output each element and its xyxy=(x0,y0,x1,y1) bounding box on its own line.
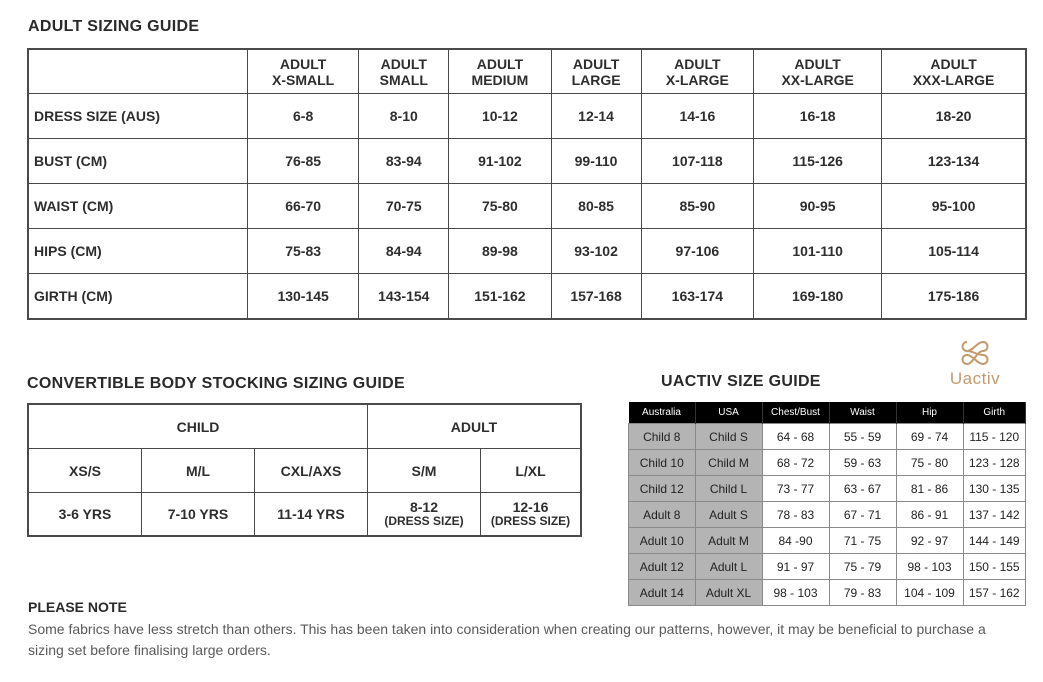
table-cell: 75 - 79 xyxy=(829,554,896,580)
table-cell: 91-102 xyxy=(449,139,551,184)
table-cell: 99-110 xyxy=(551,139,641,184)
note-title: PLEASE NOTE xyxy=(28,599,127,615)
table-cell: 115 - 120 xyxy=(963,424,1026,450)
table-row xyxy=(629,554,1026,580)
value-row xyxy=(28,493,581,537)
table-cell: Child 12 xyxy=(629,476,696,502)
table-cell: 81 - 86 xyxy=(896,476,963,502)
table-cell: Adult 10 xyxy=(629,528,696,554)
logo-wordmark: Uactiv xyxy=(949,369,1001,388)
table-cell: 169-180 xyxy=(754,274,882,320)
table-cell: 89-98 xyxy=(449,229,551,274)
table-cell: 97-106 xyxy=(641,229,754,274)
table-cell: 98 - 103 xyxy=(896,554,963,580)
table-row xyxy=(629,502,1026,528)
table-row xyxy=(629,528,1026,554)
header-cell: Hip xyxy=(896,402,963,424)
table-cell: Child S xyxy=(695,424,762,450)
table-row xyxy=(28,274,1026,320)
table-cell: 70-75 xyxy=(359,184,449,229)
adult-guide-title: ADULT SIZING GUIDE xyxy=(28,18,200,35)
adult-sizing-table xyxy=(27,48,1027,320)
table-cell: 115-126 xyxy=(754,139,882,184)
table-cell: 76-85 xyxy=(248,139,359,184)
table-cell: Child 10 xyxy=(629,450,696,476)
table-cell: 175-186 xyxy=(882,274,1026,320)
uactiv-logo xyxy=(944,340,1006,389)
table-header-row xyxy=(629,402,1026,424)
table-cell: Child M xyxy=(695,450,762,476)
header-cell: Waist xyxy=(829,402,896,424)
table-cell: 84-94 xyxy=(359,229,449,274)
table-cell: 68 - 72 xyxy=(762,450,829,476)
table-cell: 93-102 xyxy=(551,229,641,274)
table-cell: 91 - 97 xyxy=(762,554,829,580)
table-cell: 10-12 xyxy=(449,94,551,139)
table-cell: 90-95 xyxy=(754,184,882,229)
row-label: BUST (CM) xyxy=(28,139,248,184)
header-small: ADULT SMALL xyxy=(359,49,449,94)
dress-size-cell: 12-16 (DRESS SIZE) xyxy=(481,493,582,537)
table-cell: 86 - 91 xyxy=(896,502,963,528)
table-row xyxy=(629,424,1026,450)
header-cell: Chest/Bust xyxy=(762,402,829,424)
table-row xyxy=(629,450,1026,476)
table-cell: 66-70 xyxy=(248,184,359,229)
row-label: WAIST (CM) xyxy=(28,184,248,229)
size-cell: XS/S xyxy=(28,449,142,493)
size-row xyxy=(28,449,581,493)
table-cell: Adult 14 xyxy=(629,580,696,606)
row-label: HIPS (CM) xyxy=(28,229,248,274)
row-label: GIRTH (CM) xyxy=(28,274,248,320)
table-cell: Adult L xyxy=(695,554,762,580)
header-cell: Australia xyxy=(629,402,696,424)
table-cell: 79 - 83 xyxy=(829,580,896,606)
table-cell: 107-118 xyxy=(641,139,754,184)
dress-size-cell: 8-12 (DRESS SIZE) xyxy=(368,493,481,537)
size-cell: M/L xyxy=(142,449,255,493)
stocking-sizing-table xyxy=(27,403,582,537)
uactiv-size-table xyxy=(628,402,1026,606)
age-cell: 3-6 YRS xyxy=(28,493,142,537)
table-cell: Adult XL xyxy=(695,580,762,606)
table-cell: 92 - 97 xyxy=(896,528,963,554)
table-row xyxy=(629,580,1026,606)
table-cell: 14-16 xyxy=(641,94,754,139)
table-row xyxy=(28,229,1026,274)
header-x-large: ADULT X-LARGE xyxy=(641,49,754,94)
table-cell: 71 - 75 xyxy=(829,528,896,554)
table-cell: 8-10 xyxy=(359,94,449,139)
table-cell: Child 8 xyxy=(629,424,696,450)
header-large: ADULT LARGE xyxy=(551,49,641,94)
table-cell: 69 - 74 xyxy=(896,424,963,450)
header-xx-large: ADULT XX-LARGE xyxy=(754,49,882,94)
table-cell: Adult S xyxy=(695,502,762,528)
size-cell: CXL/AXS xyxy=(255,449,368,493)
table-cell: 75-80 xyxy=(449,184,551,229)
table-cell: 78 - 83 xyxy=(762,502,829,528)
size-cell: L/XL xyxy=(481,449,582,493)
table-cell: 157-168 xyxy=(551,274,641,320)
table-cell: 101-110 xyxy=(754,229,882,274)
note-body: Some fabrics have less stretch than others. This has been taken into consideration when creating our patterns, however, it may be beneficial to purchase a sizing set before finalising large orders. xyxy=(28,621,986,658)
table-cell: 157 - 162 xyxy=(963,580,1026,606)
table-cell: 64 - 68 xyxy=(762,424,829,450)
table-header-row xyxy=(28,49,1026,94)
table-cell: 85-90 xyxy=(641,184,754,229)
table-cell: 130-145 xyxy=(248,274,359,320)
table-cell: 18-20 xyxy=(882,94,1026,139)
adult-group-header: ADULT xyxy=(368,404,582,449)
row-label: DRESS SIZE (AUS) xyxy=(28,94,248,139)
table-cell: 104 - 109 xyxy=(896,580,963,606)
table-cell: 16-18 xyxy=(754,94,882,139)
table-cell: Child L xyxy=(695,476,762,502)
table-row xyxy=(28,94,1026,139)
table-cell: 137 - 142 xyxy=(963,502,1026,528)
age-cell: 7-10 YRS xyxy=(142,493,255,537)
header-xxx-large: ADULT XXX-LARGE xyxy=(882,49,1026,94)
table-cell: 105-114 xyxy=(882,229,1026,274)
table-cell: 84 -90 xyxy=(762,528,829,554)
table-cell: 73 - 77 xyxy=(762,476,829,502)
table-row xyxy=(28,139,1026,184)
table-cell: 98 - 103 xyxy=(762,580,829,606)
table-cell: Adult 8 xyxy=(629,502,696,528)
table-cell: 67 - 71 xyxy=(829,502,896,528)
table-cell: 75 - 80 xyxy=(896,450,963,476)
table-cell: 59 - 63 xyxy=(829,450,896,476)
table-cell: 75-83 xyxy=(248,229,359,274)
table-cell: 143-154 xyxy=(359,274,449,320)
uactiv-guide-title: UACTIV SIZE GUIDE xyxy=(661,373,821,390)
table-cell: 150 - 155 xyxy=(963,554,1026,580)
table-cell: 95-100 xyxy=(882,184,1026,229)
header-medium: ADULT MEDIUM xyxy=(449,49,551,94)
header-cell: USA xyxy=(695,402,762,424)
table-cell: Adult 12 xyxy=(629,554,696,580)
stocking-guide-title: CONVERTIBLE BODY STOCKING SIZING GUIDE xyxy=(27,375,405,392)
table-row xyxy=(28,184,1026,229)
corner-cell xyxy=(28,49,248,94)
group-header-row xyxy=(28,404,581,449)
table-cell: 151-162 xyxy=(449,274,551,320)
table-cell: 55 - 59 xyxy=(829,424,896,450)
table-cell: 12-14 xyxy=(551,94,641,139)
table-cell: 130 - 135 xyxy=(963,476,1026,502)
child-group-header: CHILD xyxy=(28,404,368,449)
table-cell: 80-85 xyxy=(551,184,641,229)
header-x-small: ADULT X-SMALL xyxy=(248,49,359,94)
size-cell: S/M xyxy=(368,449,481,493)
header-cell: Girth xyxy=(963,402,1026,424)
table-row xyxy=(629,476,1026,502)
table-cell: 163-174 xyxy=(641,274,754,320)
table-cell: 63 - 67 xyxy=(829,476,896,502)
table-cell: 123 - 128 xyxy=(963,450,1026,476)
age-cell: 11-14 YRS xyxy=(255,493,368,537)
table-cell: 83-94 xyxy=(359,139,449,184)
table-cell: 144 - 149 xyxy=(963,528,1026,554)
table-cell: Adult M xyxy=(695,528,762,554)
knot-logo-icon xyxy=(958,340,992,366)
table-cell: 6-8 xyxy=(248,94,359,139)
table-cell: 123-134 xyxy=(882,139,1026,184)
